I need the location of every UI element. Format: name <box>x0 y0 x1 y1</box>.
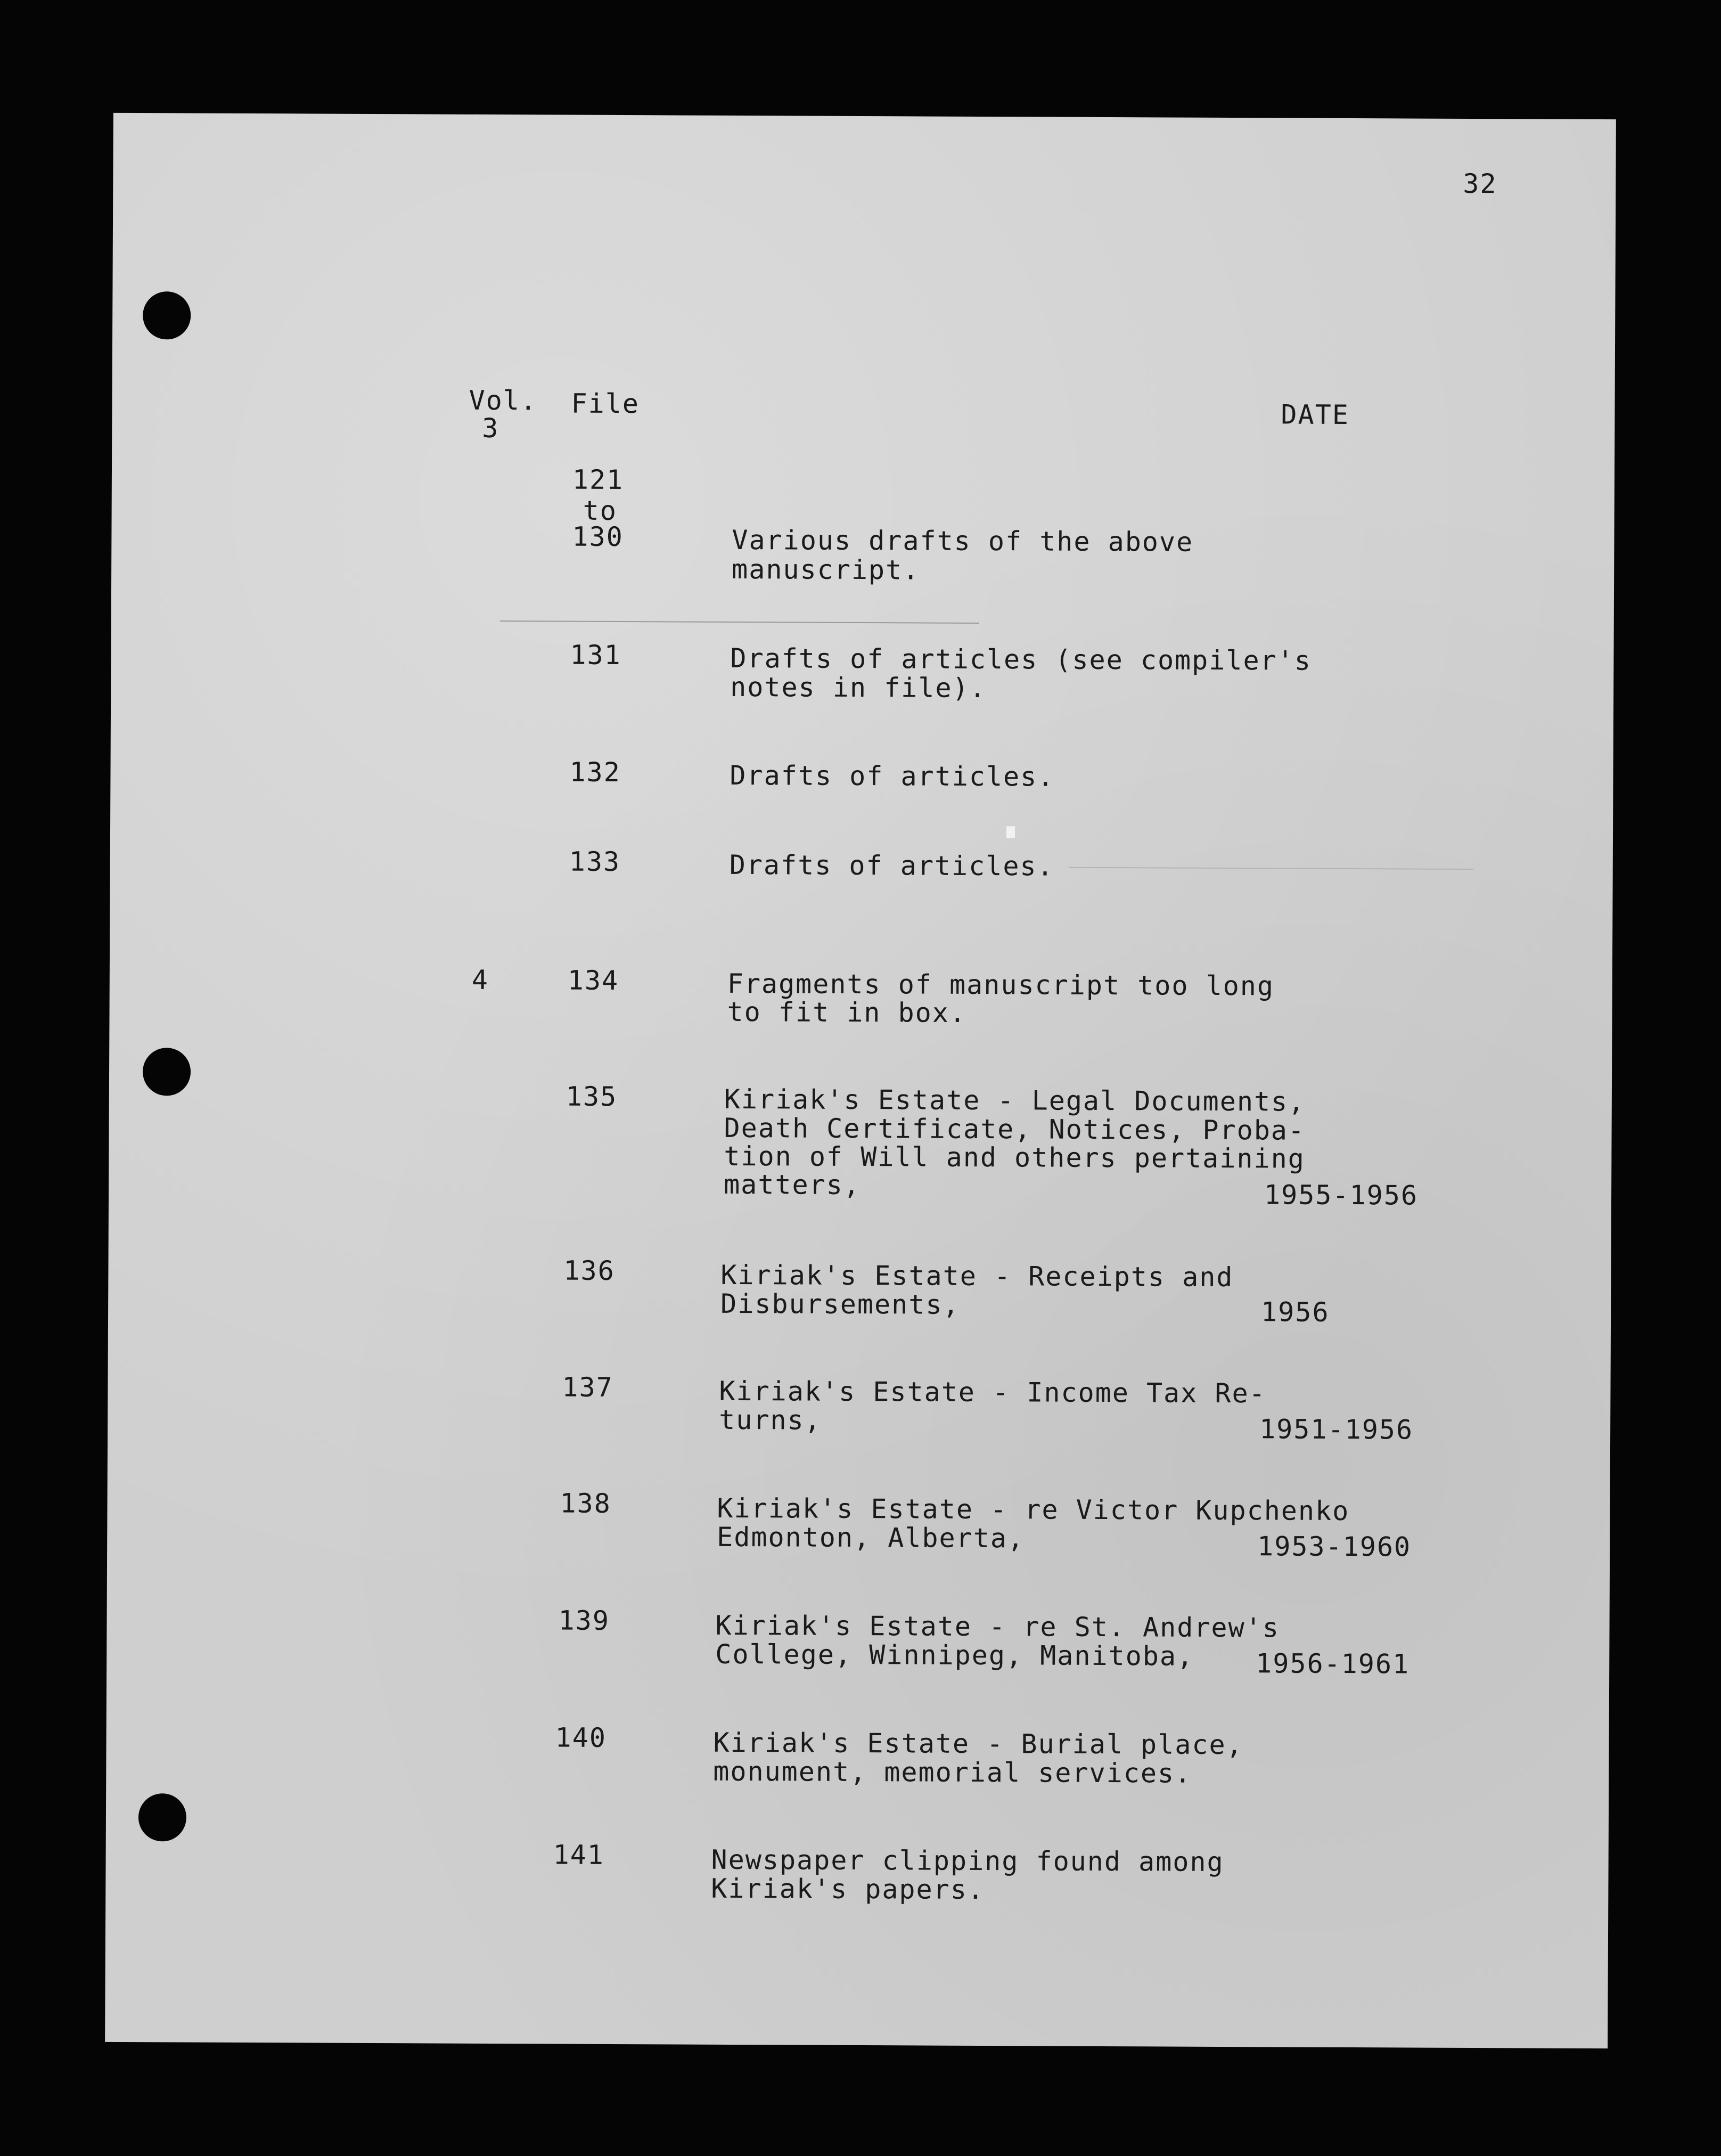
file-date: 1956 <box>1260 1296 1330 1328</box>
vol-number: 4 <box>471 964 489 995</box>
file-range-to: to <box>583 495 618 526</box>
page-number: 32 <box>1463 168 1497 200</box>
file-description: manuscript. <box>732 553 920 586</box>
paper-speck <box>1006 826 1015 838</box>
file-description: Newspaper clipping found among <box>711 1844 1224 1877</box>
file-description: to fit in box. <box>727 996 967 1028</box>
file-number: 130 <box>572 521 624 553</box>
separator-rule <box>500 620 979 624</box>
file-description: Disbursements, <box>720 1288 960 1320</box>
file-description: Fragments of manuscript too long <box>727 968 1275 1002</box>
file-description: Kiriak's Estate - Receipts and <box>720 1259 1234 1293</box>
file-description: matters, <box>724 1169 861 1201</box>
file-description: Various drafts of the above <box>732 524 1194 558</box>
file-number: 136 <box>563 1255 615 1286</box>
file-description: Drafts of articles (see compiler's <box>730 642 1312 676</box>
file-description: Kiriak's Estate - Income Tax Re- <box>719 1375 1266 1409</box>
file-date: 1956-1961 <box>1256 1648 1410 1680</box>
file-description: Kiriak's papers. <box>711 1873 985 1906</box>
file-date: 1951-1956 <box>1259 1414 1414 1446</box>
file-number: 132 <box>569 756 621 788</box>
faint-rule <box>1069 867 1473 870</box>
file-number: 138 <box>560 1488 611 1519</box>
file-description: notes in file). <box>730 671 987 704</box>
file-description: turns, <box>719 1404 822 1436</box>
file-number: 131 <box>570 639 621 671</box>
file-description: monument, memorial services. <box>713 1755 1192 1789</box>
file-description: tion of Will and others pertaining <box>724 1140 1305 1174</box>
file-date: 1953-1960 <box>1257 1531 1412 1563</box>
file-description: Kiriak's Estate - re St. Andrew's <box>715 1610 1280 1644</box>
file-description: Drafts of articles. <box>729 849 1054 882</box>
file-number: 141 <box>553 1839 605 1871</box>
file-description: Kiriak's Estate - Burial place, <box>713 1727 1243 1761</box>
file-description: Edmonton, Alberta, <box>717 1521 1025 1554</box>
file-number: 137 <box>562 1371 613 1403</box>
document-page <box>105 113 1616 2048</box>
file-description: Kiriak's Estate - Legal Documents, <box>724 1083 1306 1117</box>
header-vol: Vol. <box>469 385 538 416</box>
file-description: College, Winnipeg, Manitoba, <box>715 1638 1194 1672</box>
file-number: 121 <box>572 464 624 496</box>
file-number: 140 <box>555 1722 607 1753</box>
file-description: Drafts of articles. <box>730 760 1055 793</box>
file-description: Kiriak's Estate - re Victor Kupchenko <box>717 1492 1350 1527</box>
binder-hole-bottom <box>138 1793 186 1841</box>
file-number: 133 <box>569 846 621 878</box>
binder-hole-middle <box>143 1048 191 1096</box>
file-number: 139 <box>558 1605 610 1636</box>
header-date: DATE <box>1281 399 1350 430</box>
file-number: 135 <box>566 1081 618 1113</box>
file-description: Death Certificate, Notices, Proba- <box>724 1112 1306 1146</box>
file-date: 1955-1956 <box>1264 1179 1419 1211</box>
header-file: File <box>571 388 640 420</box>
file-number: 134 <box>567 965 619 997</box>
header-vol-number: 3 <box>482 412 499 444</box>
binder-hole-top <box>143 291 191 339</box>
